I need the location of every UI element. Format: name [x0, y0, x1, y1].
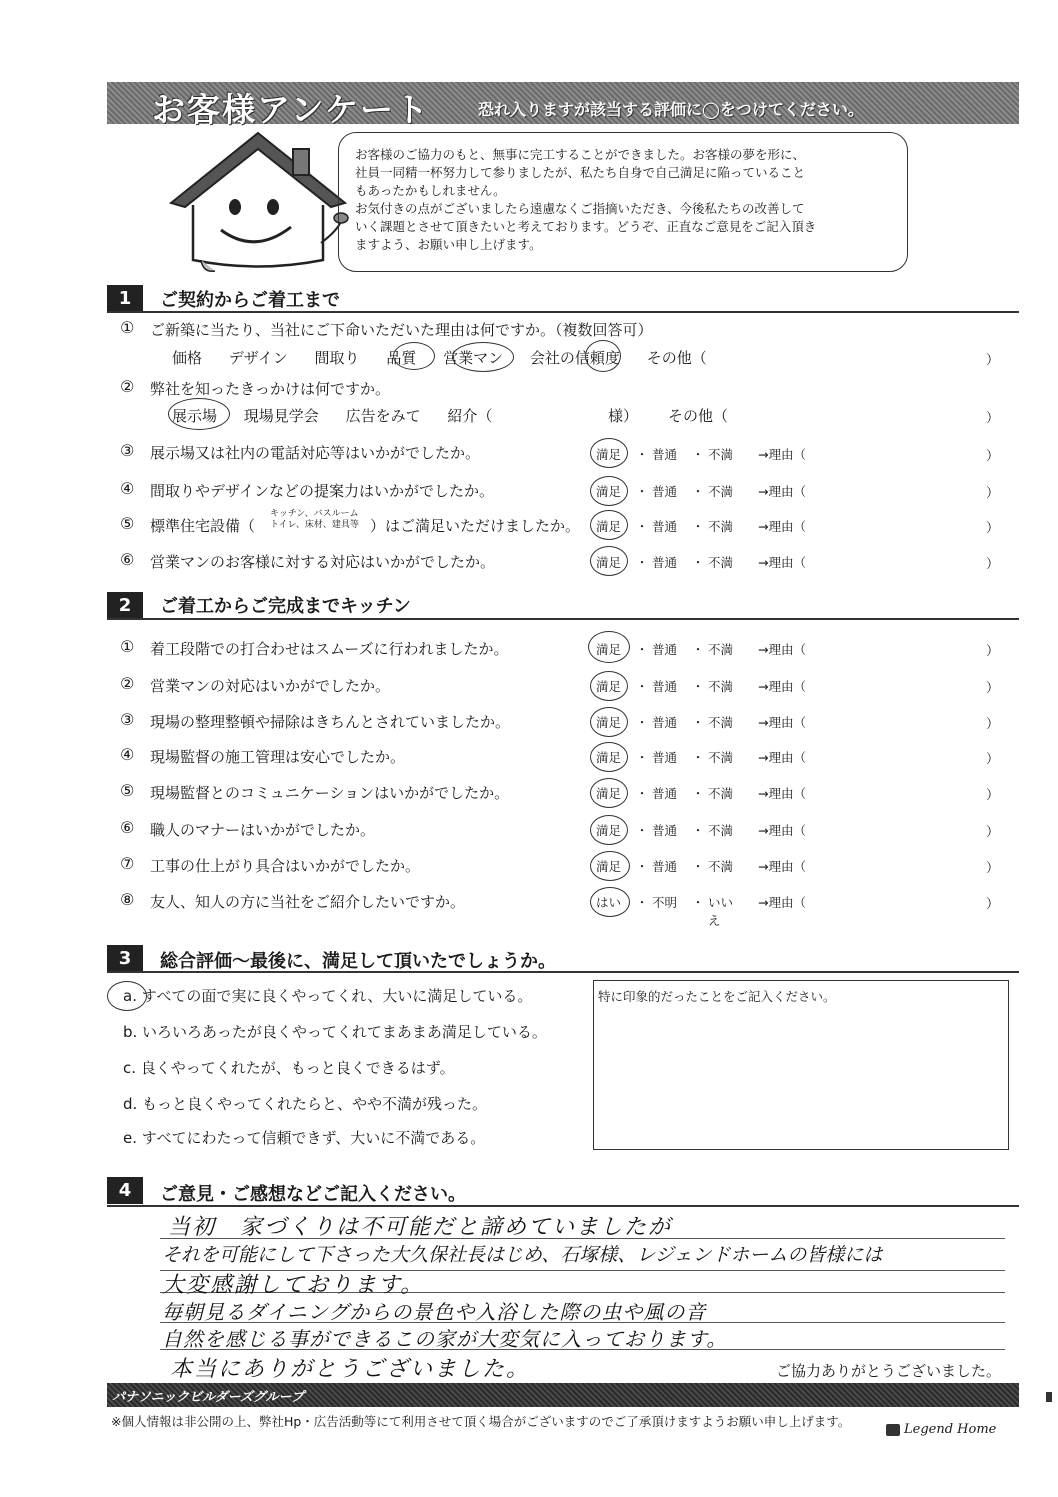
q1-choices — [172, 347, 729, 368]
section1-number: 1 — [107, 285, 143, 312]
separator: ・ — [691, 447, 705, 462]
separator: ・ — [635, 715, 649, 730]
reason-label: →理由（ — [758, 750, 806, 765]
selection-circle — [590, 476, 628, 506]
eval-option-c[interactable]: c. 良くやってくれたが、もっと良くできるはず。 — [123, 1059, 455, 1077]
question-number: ② — [120, 377, 135, 396]
referral-sama: 様） — [608, 407, 639, 425]
section1-title: ご契約からご着工まで — [160, 290, 340, 311]
option-satisfied[interactable]: 満足 — [596, 519, 622, 534]
close-paren: ） — [986, 486, 1000, 501]
question-text: 工事の仕上がり具合はいかがでしたか。 — [150, 857, 421, 875]
separator: ・ — [691, 555, 705, 570]
separator: ・ — [635, 679, 649, 694]
question-number: ② — [120, 674, 135, 693]
handwritten-comment: 毎朝見るダイニングからの景色や入浴した際の虫や風の音 — [162, 1300, 707, 1324]
close-paren: ） — [986, 521, 1000, 536]
option-satisfied[interactable]: 満足 — [596, 555, 622, 570]
option-satisfied[interactable]: 満足 — [596, 750, 622, 765]
option-normal[interactable]: 普通 — [652, 555, 678, 570]
choice-floorplan[interactable]: 間取り — [314, 349, 360, 367]
question-number: ① — [120, 637, 135, 656]
reason-label: →理由（ — [758, 895, 806, 910]
separator: ・ — [691, 715, 705, 730]
selection-circle — [590, 707, 628, 737]
question-number: ⑤ — [120, 514, 135, 533]
separator: ・ — [691, 859, 705, 874]
section2-number: 2 — [107, 592, 143, 619]
handwritten-comment: 本当にありがとうございました。 — [170, 1357, 531, 1382]
question-text: 着工段階での打合わせはスムーズに行われましたか。 — [150, 640, 509, 658]
question-text: 営業マンの対応はいかがでしたか。 — [150, 677, 391, 695]
scan-mark — [1046, 1392, 1052, 1402]
option-unsatisfied[interactable]: 不満 — [708, 519, 734, 534]
reason-label: →理由（ — [758, 555, 806, 570]
option-unsatisfied[interactable]: 不満 — [708, 715, 734, 730]
eval-option-a[interactable]: a. すべての面で実に良くやってくれ、大いに満足している。 — [123, 987, 533, 1005]
question-text: 現場監督の施工管理は安心でしたか。 — [150, 748, 406, 766]
section4-number: 4 — [107, 1177, 143, 1204]
choice-design[interactable]: デザイン — [228, 349, 288, 367]
company-logo: Legend Home — [904, 1422, 997, 1437]
option-satisfied[interactable]: 満足 — [596, 786, 622, 801]
section3-number: 3 — [107, 945, 143, 972]
selection-circle — [393, 342, 435, 370]
thank-you-text: ご協力ありがとうございました。 — [776, 1362, 1002, 1380]
selection-circle — [107, 981, 147, 1011]
question-number: ① — [120, 318, 135, 337]
question-text: ）はご満足いただけましたか。 — [370, 517, 581, 535]
close-paren: ） — [986, 557, 1000, 572]
choice-quality[interactable]: 品質 — [386, 349, 417, 367]
separator: ・ — [635, 859, 649, 874]
separator: ・ — [691, 786, 705, 801]
option-satisfied[interactable]: 満足 — [596, 642, 622, 657]
equipment-note-line: トイレ、床材、建具等 — [270, 520, 359, 530]
option-normal[interactable]: 普通 — [652, 519, 678, 534]
close-paren: ） — [986, 681, 1000, 696]
option-satisfied[interactable]: 満足 — [596, 679, 622, 694]
intro-line: いく課題とさせて頂きたいと考えております。どうぞ、正直なご意見をご記入頂き — [355, 219, 817, 234]
separator: ・ — [635, 786, 649, 801]
logo-icon — [886, 1424, 900, 1436]
option-normal[interactable]: 普通 — [652, 679, 678, 694]
option-satisfied[interactable]: 満足 — [596, 715, 622, 730]
close-paren: ） — [986, 897, 1000, 912]
option-unknown[interactable]: 不明 — [652, 895, 678, 910]
choice-price[interactable]: 価格 — [172, 349, 203, 367]
close-paren: ） — [986, 861, 1000, 876]
handwritten-comment: 自然を感じる事ができるこの家が大変気に入っております。 — [162, 1327, 728, 1351]
equipment-note-line: キッチン、バスルーム — [270, 509, 359, 519]
separator: ・ — [635, 484, 649, 499]
intro-line: もあったかもしれません。 — [355, 183, 506, 198]
separator: ・ — [691, 484, 705, 499]
choice-advertisement[interactable]: 広告をみて — [345, 407, 421, 425]
option-unsatisfied[interactable]: 不満 — [708, 447, 734, 462]
option-satisfied[interactable]: 満足 — [596, 859, 622, 874]
separator: ・ — [635, 447, 649, 462]
separator: ・ — [635, 750, 649, 765]
intro-line: お気付きの点がございましたら遠慮なくご指摘いただき、今後私たちの改善して — [355, 201, 805, 216]
choice-company-trust[interactable]: 会社の信頼度 — [529, 349, 620, 367]
selection-circle — [585, 340, 621, 372]
separator: ・ — [635, 895, 649, 910]
option-normal[interactable]: 普通 — [652, 642, 678, 657]
question-text: 現場の整理整頓や掃除はきちんとされていましたか。 — [150, 713, 511, 731]
selection-circle — [590, 887, 630, 917]
eval-option-d[interactable]: d. もっと良くやってくれたらと、やや不満が残った。 — [123, 1095, 488, 1113]
section2-title: ご着工からご完成までキッチン — [160, 596, 411, 617]
option-normal[interactable]: 普通 — [652, 447, 678, 462]
handwritten-comment: 大変感謝しております。 — [162, 1273, 425, 1298]
selection-circle — [590, 815, 628, 845]
selection-circle — [590, 851, 630, 881]
separator: ・ — [691, 679, 705, 694]
selection-circle — [590, 438, 628, 468]
intro-line: お客様のご協力のもと、無事に完工することができました。お客様の夢を形に、 — [355, 147, 806, 162]
separator: ・ — [691, 823, 705, 838]
group-name: パナソニックビルダーズグループ — [112, 1390, 304, 1405]
selection-circle — [590, 778, 628, 808]
reason-label: →理由（ — [758, 447, 806, 462]
intro-line: 社員一同精一杯努力して参りましたが、私たち自身で自己満足に陥っていること — [355, 165, 806, 180]
selection-circle — [590, 510, 628, 540]
question-text: 標準住宅設備（ — [150, 517, 256, 535]
option-unsatisfied[interactable]: 不満 — [708, 859, 734, 874]
question-text: 現場監督とのコミュニケーションはいかがでしたか。 — [150, 784, 510, 802]
question-text: 営業マンのお客様に対する対応はいかがでしたか。 — [150, 553, 496, 571]
option-yes[interactable]: はい — [596, 895, 622, 910]
option-unsatisfied[interactable]: 不満 — [708, 484, 734, 499]
selection-circle — [590, 742, 628, 772]
question-number: ⑥ — [120, 550, 135, 569]
option-unsatisfied[interactable]: 不満 — [708, 823, 734, 838]
close-paren: ） — [986, 353, 1000, 368]
question-text: ご新築に当たり、当社にご下命いただいた理由は何ですか。（複数回答可） — [150, 321, 653, 339]
option-satisfied[interactable]: 満足 — [596, 447, 622, 462]
close-paren: ） — [986, 788, 1000, 803]
privacy-notice: ※個人情報は非公開の上、弊社Hp・広告活動等にて利用させて頂く場合がございますのでご了承頂けますようお願い申し上げます。 — [111, 1414, 851, 1429]
option-satisfied[interactable]: 満足 — [596, 484, 622, 499]
impression-label: 特に印象的だったことをご記入ください。 — [598, 989, 836, 1004]
question-number: ④ — [120, 479, 135, 498]
option-unsatisfied[interactable]: 不満 — [708, 642, 734, 657]
option-normal[interactable]: 普通 — [652, 750, 678, 765]
choice-referral[interactable]: 紹介（ — [447, 407, 493, 425]
selection-circle — [590, 671, 628, 701]
selection-circle — [588, 631, 630, 663]
question-number: ③ — [120, 710, 135, 729]
section4-divider — [107, 1205, 1019, 1207]
handwritten-comment: それを可能にして下さった大久保社長はじめ、石塚様、レジェンドホームの皆様には — [162, 1244, 883, 1266]
question-number: ⑦ — [120, 854, 135, 873]
option-normal[interactable]: 普通 — [652, 715, 678, 730]
choice-sales-rep[interactable]: 営業マン — [443, 349, 504, 367]
impression-box[interactable] — [593, 980, 1009, 1150]
reason-label: →理由（ — [758, 679, 806, 694]
page-subtitle: 恐れ入りますが該当する評価に◯をつけてください。 — [478, 100, 864, 119]
selection-circle — [452, 342, 514, 372]
close-paren: ） — [986, 752, 1000, 767]
section3-title: 総合評価～最後に、満足して頂いたでしょうか。 — [160, 951, 556, 972]
option-satisfied[interactable]: 満足 — [596, 823, 622, 838]
close-paren: ） — [986, 825, 1000, 840]
question-text: 間取りやデザインなどの提案力はいかがでしたか。 — [150, 482, 494, 500]
section4-title: ご意見・ご感想などご記入ください。 — [160, 1184, 466, 1205]
close-paren: ） — [986, 717, 1000, 732]
question-text: 弊社を知ったきっかけは何ですか。 — [150, 380, 391, 398]
question-number: ⑧ — [120, 890, 135, 909]
reason-label: →理由（ — [758, 519, 806, 534]
separator: ・ — [635, 555, 649, 570]
question-number: ⑤ — [120, 781, 135, 800]
choice-site-tour[interactable]: 現場見学会 — [243, 407, 319, 425]
selection-circle — [168, 398, 230, 430]
choice-showroom[interactable]: 展示場 — [172, 407, 218, 425]
question-number: ③ — [120, 441, 135, 460]
option-normal[interactable]: 普通 — [652, 859, 678, 874]
option-normal[interactable]: 普通 — [652, 823, 678, 838]
option-no[interactable]: いいえ — [708, 895, 734, 928]
question-text: 職人のマナーはいかがでしたか。 — [150, 821, 376, 839]
question-number: ④ — [120, 745, 135, 764]
option-unsatisfied[interactable]: 不満 — [708, 679, 734, 694]
close-paren: ） — [986, 449, 1000, 464]
handwritten-comment: 当初 家づくりは不可能だと諦めていましたが — [168, 1215, 673, 1240]
option-normal[interactable]: 普通 — [652, 786, 678, 801]
separator: ・ — [691, 642, 705, 657]
option-unsatisfied[interactable]: 不満 — [708, 786, 734, 801]
reason-label: →理由（ — [758, 823, 806, 838]
reason-label: →理由（ — [758, 715, 806, 730]
choice-other[interactable]: その他（ — [646, 349, 707, 367]
house-mascot-icon — [163, 125, 353, 275]
equipment-note — [270, 509, 359, 531]
question-text: 友人、知人の方に当社をご紹介したいですか。 — [150, 893, 466, 911]
separator: ・ — [635, 823, 649, 838]
section1-divider — [107, 311, 1019, 313]
option-normal[interactable]: 普通 — [652, 484, 678, 499]
question-text: 展示場又は社内の電話対応等はいかがでしたか。 — [150, 444, 481, 462]
separator: ・ — [691, 895, 705, 910]
question-number: ⑥ — [120, 818, 135, 837]
section3-divider — [107, 971, 1019, 973]
option-unsatisfied[interactable]: 不満 — [708, 555, 734, 570]
close-paren: ） — [986, 411, 1000, 426]
separator: ・ — [691, 750, 705, 765]
reason-label: →理由（ — [758, 859, 806, 874]
intro-line: ますよう、お願い申し上げます。 — [355, 237, 542, 252]
reason-label: →理由（ — [758, 786, 806, 801]
separator: ・ — [635, 519, 649, 534]
separator: ・ — [635, 642, 649, 657]
close-paren: ） — [986, 644, 1000, 659]
reason-label: →理由（ — [758, 642, 806, 657]
intro-text — [355, 146, 903, 254]
selection-circle — [590, 546, 628, 576]
section2-divider — [107, 618, 1019, 620]
reason-label: →理由（ — [758, 484, 806, 499]
eval-option-e[interactable]: e. すべてにわたって信頼できず、大いに不満である。 — [123, 1129, 486, 1147]
eval-option-b[interactable]: b. いろいろあったが良くやってくれてまあまあ満足している。 — [123, 1023, 547, 1041]
option-unsatisfied[interactable]: 不満 — [708, 750, 734, 765]
page-title: お客様アンケート — [152, 90, 431, 129]
separator: ・ — [691, 519, 705, 534]
choice-other[interactable]: その他（ — [668, 407, 729, 425]
